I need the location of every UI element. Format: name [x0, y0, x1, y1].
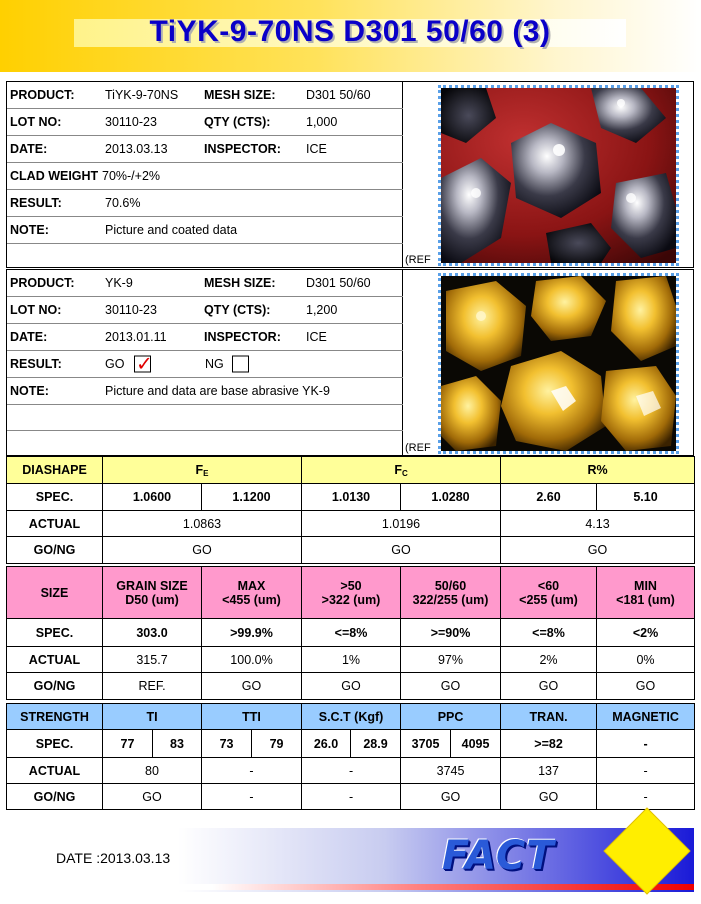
qty-label: QTY (CTS):: [204, 115, 271, 129]
size-gong-cell: GO: [401, 673, 501, 700]
coated-product-block: [6, 81, 694, 268]
str-actual-cell: 80: [103, 758, 202, 784]
dia-gong-cell: GO: [302, 537, 501, 564]
strength-table: [6, 703, 695, 810]
coated-info-fields: [7, 82, 403, 267]
str-spec-cell: 4095: [451, 730, 501, 758]
strength-col-header: TI: [103, 704, 202, 730]
row-lot: [7, 109, 403, 136]
mesh-label-2: MESH SIZE:: [204, 276, 276, 290]
yellow-diamond-logo-icon: [602, 806, 692, 896]
dia-spec-cell: 1.1200: [202, 484, 302, 511]
base-info-fields: [7, 270, 403, 455]
size-gong-cell: GO: [202, 673, 302, 700]
row-date: [7, 136, 403, 163]
note-value-2: Picture and data are base abrasive YK-9: [105, 384, 330, 398]
inspector-value: ICE: [306, 142, 327, 156]
str-spec-cell: 83: [153, 730, 202, 758]
date-value-2: 2013.01.11: [105, 330, 167, 344]
size-spec-label: SPEC.: [7, 619, 103, 647]
footer-red-stripe: [6, 884, 694, 890]
row-product: [7, 82, 403, 109]
mesh-label: MESH SIZE:: [204, 88, 276, 102]
inspector-label: INSPECTOR:: [204, 142, 281, 156]
footer-date: DATE :2013.03.13: [56, 850, 171, 866]
row-result: [7, 190, 403, 217]
size-col-header: 50/60 322/255 (um): [401, 567, 501, 619]
dia-actual-cell: 1.0196: [302, 511, 501, 537]
str-spec-cell: 26.0: [302, 730, 351, 758]
ng-checkbox[interactable]: [232, 356, 249, 373]
str-actual-cell: -: [202, 758, 302, 784]
dia-actual-cell: 1.0863: [103, 511, 302, 537]
row-note-2: [7, 378, 403, 405]
size-spec-cell: 303.0: [103, 619, 202, 647]
size-gong-label: GO/NG: [7, 673, 103, 700]
note-label-2: NOTE:: [10, 384, 49, 398]
mesh-value-2: D301 50/60: [306, 276, 371, 290]
ng-label: NG: [205, 357, 224, 371]
size-spec-cell: <=8%: [302, 619, 401, 647]
row-product-2: [7, 270, 403, 297]
size-actual-cell: 97%: [401, 647, 501, 673]
result-label-2: RESULT:: [10, 357, 62, 371]
base-diamond-image: [441, 276, 676, 451]
size-actual-cell: 100.0%: [202, 647, 302, 673]
size-col-header: GRAIN SIZE D50 (um): [103, 567, 202, 619]
coated-diamond-image: [441, 88, 676, 263]
product-value-2: YK-9: [105, 276, 133, 290]
ref-label: (REF: [405, 254, 431, 266]
product-value: TiYK-9-70NS: [105, 88, 179, 102]
size-actual-cell: 315.7: [103, 647, 202, 673]
strength-col-header: S.C.T (Kgf): [302, 704, 401, 730]
str-gong-cell: GO: [401, 784, 501, 810]
date-label: DATE:: [10, 142, 48, 156]
note-label: NOTE:: [10, 223, 49, 237]
str-spec-cell: 28.9: [351, 730, 401, 758]
str-gong-cell: -: [597, 784, 695, 810]
dia-gong-cell: GO: [103, 537, 302, 564]
product-label-2: PRODUCT:: [10, 276, 75, 290]
product-label: PRODUCT:: [10, 88, 75, 102]
str-gong-label: GO/NG: [7, 784, 103, 810]
clad-value: 70%-/+2%: [102, 169, 161, 183]
size-spec-cell: >99.9%: [202, 619, 302, 647]
str-spec-cell: >=82: [501, 730, 597, 758]
go-checkbox[interactable]: [134, 353, 153, 375]
row-blank-2a: [7, 405, 403, 431]
size-gong-cell: GO: [597, 673, 695, 700]
size-col-header: <60 <255 (um): [501, 567, 597, 619]
size-col-header: MAX <455 (um): [202, 567, 302, 619]
base-diamond-photo: [438, 273, 679, 454]
str-gong-cell: GO: [501, 784, 597, 810]
str-spec-cell: 77: [103, 730, 153, 758]
size-gong-cell: GO: [302, 673, 401, 700]
size-gong-cell: REF.: [103, 673, 202, 700]
clad-label: CLAD WEIGHT: [10, 169, 99, 183]
fe-header: $F_E$: [103, 457, 302, 484]
str-spec-cell: -: [597, 730, 695, 758]
size-spec-cell: <2%: [597, 619, 695, 647]
lot-value-2: 30110-23: [105, 303, 157, 317]
qty-label-2: QTY (CTS):: [204, 303, 271, 317]
note-value: Picture and coated data: [105, 223, 238, 237]
dia-spec-cell: 2.60: [501, 484, 597, 511]
lot-label-2: LOT NO:: [10, 303, 62, 317]
r-header: R%: [501, 457, 695, 484]
diashape-header: DIASHAPE: [7, 457, 103, 484]
inspector-label-2: INSPECTOR:: [204, 330, 281, 344]
base-product-block: [6, 269, 694, 456]
inspector-value-2: ICE: [306, 330, 327, 344]
str-gong-cell: -: [302, 784, 401, 810]
fact-logo: FACT: [442, 833, 555, 879]
dia-spec-label: SPEC.: [7, 484, 103, 511]
strength-col-header: TTI: [202, 704, 302, 730]
size-col-header: >50 >322 (um): [302, 567, 401, 619]
size-spec-cell: >=90%: [401, 619, 501, 647]
size-actual-cell: 2%: [501, 647, 597, 673]
qty-value: 1,000: [306, 115, 338, 129]
date-value: 2013.03.13: [105, 142, 168, 156]
str-gong-cell: -: [202, 784, 302, 810]
str-actual-cell: 3745: [401, 758, 501, 784]
size-gong-cell: GO: [501, 673, 597, 700]
row-note: [7, 217, 403, 244]
strength-col-header: MAGNETIC: [597, 704, 695, 730]
row-blank-2b: [7, 431, 403, 457]
size-actual-cell: 1%: [302, 647, 401, 673]
result-value: 70.6%: [105, 196, 141, 210]
size-header: SIZE: [7, 567, 103, 619]
row-blank: [7, 244, 403, 269]
lot-value: 30110-23: [105, 115, 157, 129]
row-date-2: [7, 324, 403, 351]
str-actual-cell: -: [597, 758, 695, 784]
diashape-table: [6, 456, 695, 564]
dia-spec-cell: 5.10: [597, 484, 695, 511]
dia-actual-cell: 4.13: [501, 511, 695, 537]
row-result-2: [7, 351, 403, 378]
strength-header: STRENGTH: [7, 704, 103, 730]
lot-label: LOT NO:: [10, 115, 62, 129]
strength-col-header: PPC: [401, 704, 501, 730]
str-actual-cell: -: [302, 758, 401, 784]
dia-gong-label: GO/NG: [7, 537, 103, 564]
dia-actual-label: ACTUAL: [7, 511, 103, 537]
row-clad-weight: [7, 163, 403, 190]
dia-gong-cell: GO: [501, 537, 695, 564]
str-actual-label: ACTUAL: [7, 758, 103, 784]
qty-value-2: 1,200: [306, 303, 338, 317]
fc-header: $F_C$: [302, 457, 501, 484]
go-label: GO: [105, 357, 125, 371]
check-icon: ✓: [136, 353, 153, 375]
row-lot-2: [7, 297, 403, 324]
ref-label-2: (REF: [405, 442, 431, 454]
size-table: [6, 566, 695, 700]
result-label: RESULT:: [10, 196, 62, 210]
str-spec-cell: 3705: [401, 730, 451, 758]
page-title: TiYK-9-70NS D301 50/60 (3): [149, 15, 551, 48]
dia-spec-cell: 1.0130: [302, 484, 401, 511]
dia-spec-cell: 1.0280: [401, 484, 501, 511]
str-gong-cell: GO: [103, 784, 202, 810]
str-spec-cell: 79: [252, 730, 302, 758]
dia-spec-cell: 1.0600: [103, 484, 202, 511]
str-actual-cell: 137: [501, 758, 597, 784]
size-actual-cell: 0%: [597, 647, 695, 673]
str-spec-label: SPEC.: [7, 730, 103, 758]
size-col-header: MIN <181 (um): [597, 567, 695, 619]
coated-diamond-photo: [438, 85, 679, 266]
strength-col-header: TRAN.: [501, 704, 597, 730]
date-label-2: DATE:: [10, 330, 48, 344]
size-actual-label: ACTUAL: [7, 647, 103, 673]
mesh-value: D301 50/60: [306, 88, 371, 102]
size-spec-cell: <=8%: [501, 619, 597, 647]
str-spec-cell: 73: [202, 730, 252, 758]
